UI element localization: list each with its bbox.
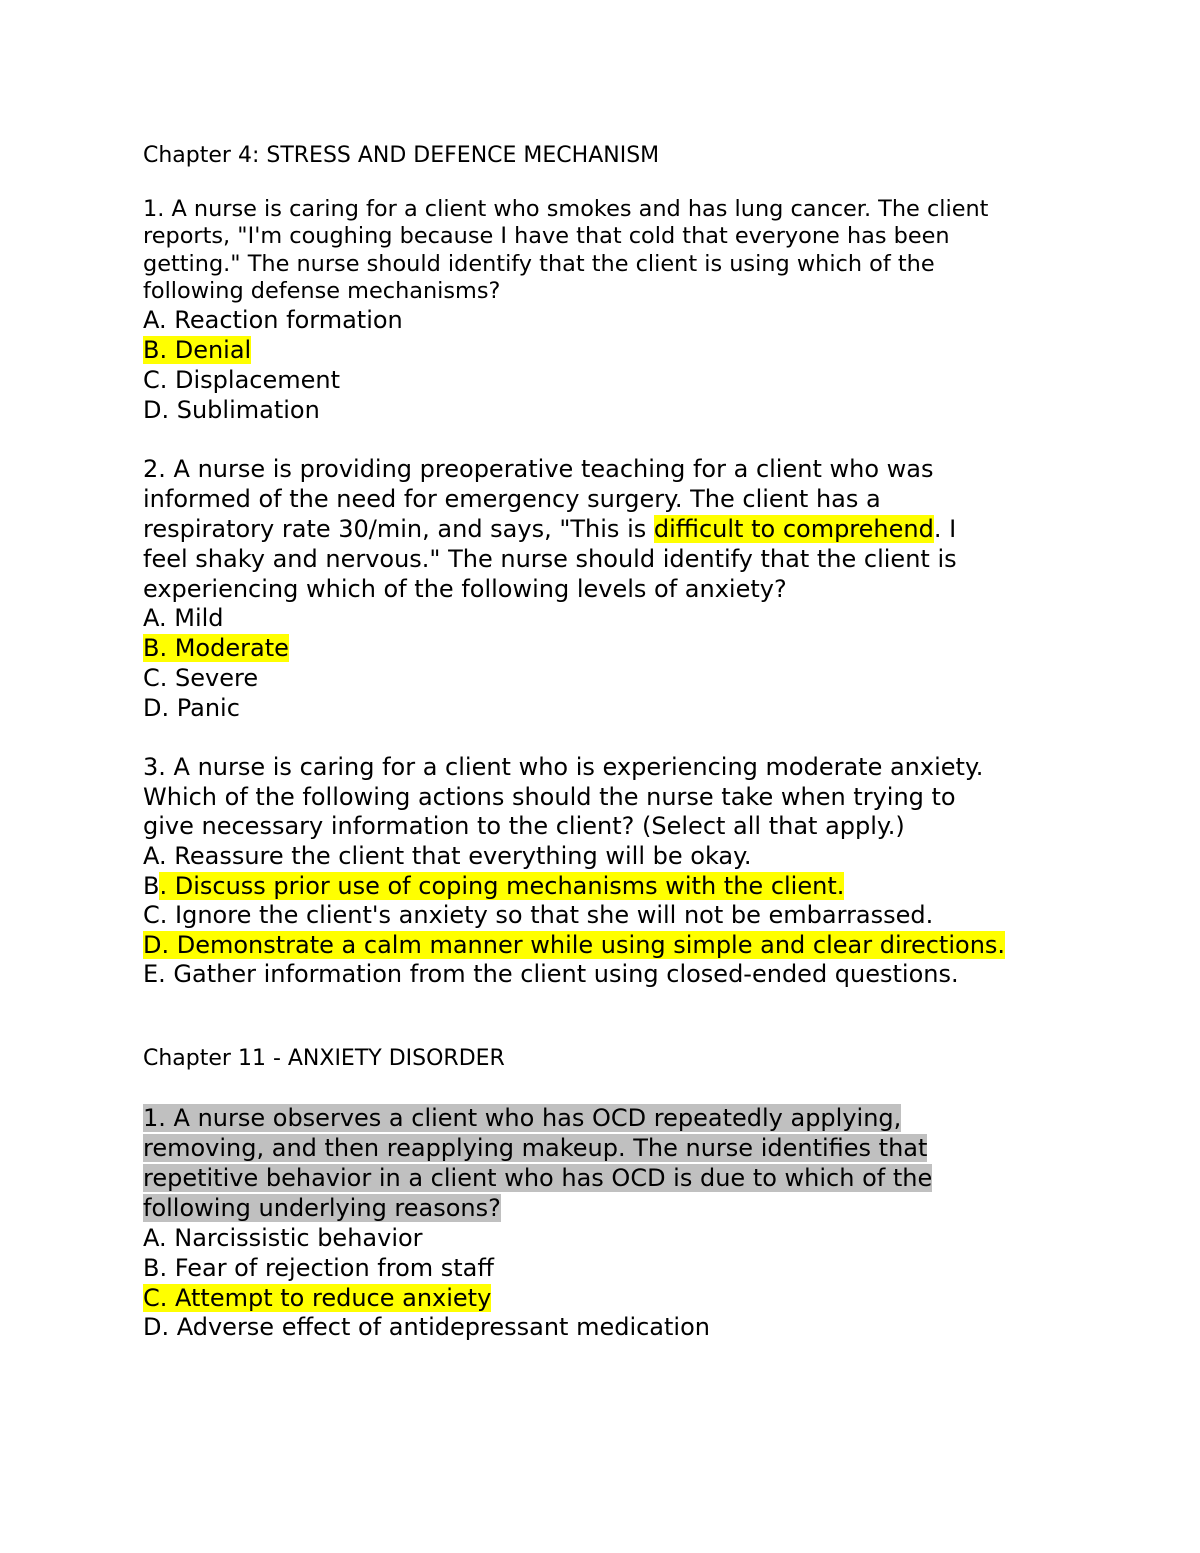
- ch4-q1-option-d: D. Sublimation: [143, 396, 320, 424]
- ch4-q1-line-3: getting." The nurse should identify that the client is using which of the: [143, 251, 935, 277]
- question-highlight: removing, and then reapplying makeup. The nurse identifies that: [143, 1134, 928, 1162]
- answer-highlight: difficult to comprehend: [653, 515, 934, 543]
- ch4-q1-option-b: [143, 335, 251, 365]
- question-highlight: following underlying reasons?: [143, 1194, 501, 1222]
- ch4-q3-option-d: [143, 930, 1005, 960]
- ch4-q2-line-2: informed of the need for emergency surgery. The client has a: [143, 485, 881, 513]
- question-highlight: 1. A nurse observes a client who has OCD repeatedly applying,: [143, 1104, 902, 1132]
- ch11-q1-option-b: B. Fear of rejection from staff: [143, 1254, 494, 1282]
- answer-highlight: . Discuss prior use of coping mechanisms with the client.: [159, 872, 845, 900]
- ch4-q1-option-a: A. Reaction formation: [143, 306, 403, 334]
- ch4-q2-line-4: feel shaky and nervous." The nurse should identify that the client is: [143, 545, 957, 573]
- ch4-q3-option-a: A. Reassure the client that everything will be okay.: [143, 842, 752, 870]
- chapter-11-title: Chapter 11 - ANXIETY DISORDER: [143, 1046, 505, 1071]
- ch11-q1-option-a: A. Narcissistic behavior: [143, 1224, 423, 1252]
- answer-highlight: B. Moderate: [143, 634, 289, 662]
- answer-highlight: C. Attempt to reduce anxiety: [143, 1284, 492, 1312]
- ch4-q1-line-1: 1. A nurse is caring for a client who smokes and has lung cancer. The client: [143, 196, 989, 222]
- ch4-q3-line-2: Which of the following actions should the nurse take when trying to: [143, 783, 956, 811]
- ch11-q1-option-d: D. Adverse effect of antidepressant medication: [143, 1313, 710, 1341]
- ch4-q2-line-3-start: respiratory rate 30/min, and says, "This is: [143, 515, 654, 543]
- ch4-q2-option-c: C. Severe: [143, 664, 259, 692]
- ch4-q1-option-c: C. Displacement: [143, 366, 341, 394]
- ch4-q3-line-1: 3. A nurse is caring for a client who is experiencing moderate anxiety.: [143, 753, 984, 781]
- ch4-q2-line-3: [143, 514, 956, 544]
- ch4-q3-line-3: give necessary information to the client? (Select all that apply.): [143, 812, 905, 840]
- ch4-q3-option-e: E. Gather information from the client using closed-ended questions.: [143, 960, 959, 988]
- ch4-q3-option-b: [143, 871, 844, 901]
- ch4-q1-line-2: reports, "I'm coughing because I have that cold that everyone has been: [143, 223, 950, 249]
- ch4-q2-option-b: [143, 633, 289, 663]
- question-highlight: repetitive behavior in a client who has OCD is due to which of the: [143, 1164, 933, 1192]
- ch4-q2-line-5: experiencing which of the following levels of anxiety?: [143, 575, 787, 603]
- ch4-q2-option-d: D. Panic: [143, 694, 240, 722]
- answer-highlight: B. Denial: [143, 336, 252, 364]
- ch4-q2-line-3-end: . I: [933, 515, 957, 543]
- ch11-q1-line-4: [143, 1193, 501, 1223]
- ch11-q1-line-2: [143, 1133, 927, 1163]
- ch4-q2-option-a: A. Mild: [143, 604, 224, 632]
- ch4-q3-option-c: C. Ignore the client's anxiety so that she will not be embarrassed.: [143, 901, 934, 929]
- ch4-q2-line-1: 2. A nurse is providing preoperative teaching for a client who was: [143, 455, 934, 483]
- chapter-4-title: Chapter 4: STRESS AND DEFENCE MECHANISM: [143, 143, 660, 168]
- ch11-q1-line-1: [143, 1103, 901, 1133]
- answer-highlight: D. Demonstrate a calm manner while using simple and clear directions.: [143, 931, 1006, 959]
- ch4-q1-line-4: following defense mechanisms?: [143, 278, 501, 304]
- ch11-q1-line-3: [143, 1163, 932, 1193]
- ch11-q1-option-c: [143, 1283, 491, 1313]
- ch4-q3-option-b-letter: B: [143, 872, 160, 900]
